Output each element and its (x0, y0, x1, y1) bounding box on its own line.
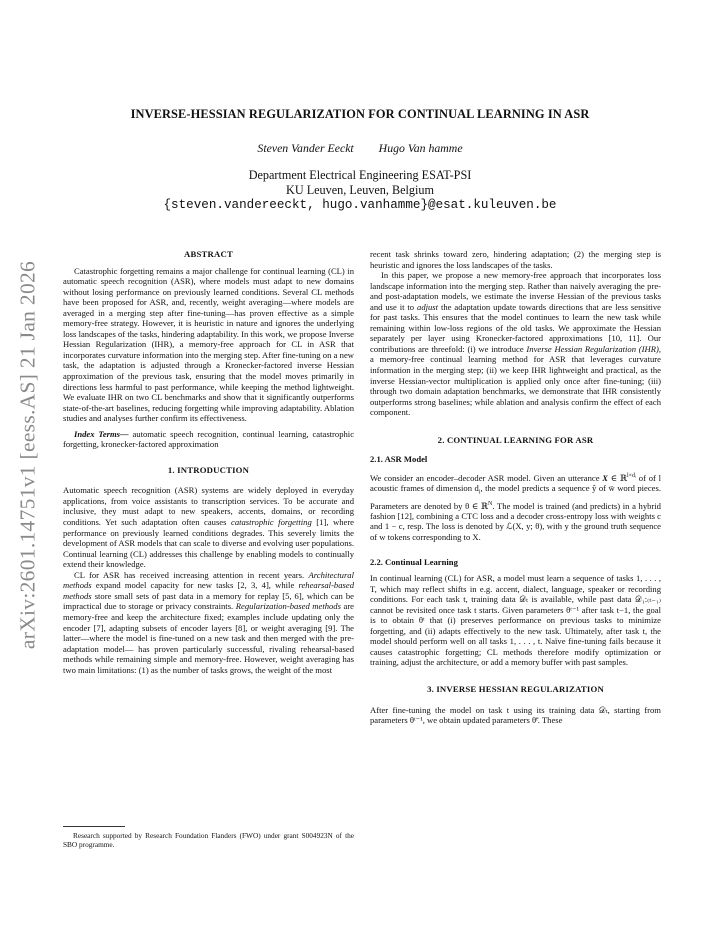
intro-p1-text-end: [1], where performance on previously learned conditions degrades. This severely limits the development of ASR models that can scale to diverse and evolving user populations. Continual learning (CL) addresses this challenge by enabling models to continually extend their knowledge. (63, 517, 354, 570)
footnote: Research supported by Research Foundation Flanders (FWO) under grant S004923N of the SBO programme. (63, 831, 354, 849)
index-terms-text: automatic speech recognition, continual learning, catastrophic forgetting, kronecker-factored approximation (63, 428, 355, 450)
intro-p2-text-d: are memory-free and keep the architecture fixed; examples include updating only the encoder [7], adapting subsets of encoder layers [8], or weight averaging [9]. The latter—where the model is fine-tuned on a new task and then merged with the pre-adaptation model— has proven particularly successful, rivaling rehearsal-based methods while remaining simple and memory-free. However, weight averaging has two main limitations: (1) as the number of tasks grows, the weight of the most (63, 601, 354, 675)
paper-title: INVERSE-HESSIAN REGULARIZATION FOR CONTINUAL LEARNING IN ASR (130, 107, 590, 121)
right-p1-text-b: the adaptation update towards directions that are less sensitive for past tasks. This ensures that the model continues to learn the new task while remaining within low-loss regions of the old tasks. We approximate the Hessian separately per layer using Kronecker-factored approximations [10, 11]. Our contributions are threefold: (i) we introduce (370, 301, 661, 354)
right-p1-text-a: In this paper, we propose a new memory-free approach that incorporates loss landscape information into the merging step. Rather than naively averaging the pre- and post-adaptation models, we estimate the inverse Hessian of the previous tasks and use it to (370, 270, 661, 312)
affiliation-department: Department Electrical Engineering ESAT-PSI (248, 168, 472, 182)
author-emails: {steven.vandereeckt, hugo.vanhamme}@esat.kuleuven.be (163, 197, 557, 212)
s21-text-b: of l acoustic frames of dimension d (370, 472, 661, 494)
author-list (0, 141, 720, 156)
author-1: Steven Vander Eeckt (257, 141, 354, 155)
intro-p2-emphasis-1: Architectural methods (63, 569, 354, 591)
section-2-heading: 2. CONTINUAL LEARNING FOR ASR (437, 434, 594, 445)
left-column (63, 249, 354, 675)
index-terms (63, 429, 354, 450)
section-3-text: After fine-tuning the model on task t using its training data 𝒟ₜ, starting from parameters θᵗ⁻¹, we obtain updated parameters θ̃ᵗ. These (370, 704, 661, 726)
abstract-text: Catastrophic forgetting remains a major challenge for continual learning (CL) in automatic speech recognition (ASR), where models must adapt to new domains without losing performance on previously learned conditions. Several CL methods have been proposed for ASR, and, recently, weight averaging—where models are averaged in a merging step after fine-tuning—has proven effective as a simple memory-free strategy. However, it is heuristic in nature and ignores the underlying loss landscapes of the tasks, hindering adaptability. In this work, we propose Inverse Hessian Regularization (IHR), a memory-free approach for CL in ASR that incorporates curvature information into the merging step. After fine-tuning on a new task, the adaptation is adjusted through a Kronecker-factored inverse Hessian approximation of the previous task, ensuring that the model moves primarily in directions less harmful to past performance, while keeping the method lightweight. We evaluate IHR on two CL benchmarks and show that it significantly outperforms state-of-the-art baselines, reducing forgetting while improving adaptability. Ablation studies and analyses further confirm its effectiveness. (63, 265, 354, 424)
s21-text-c: , the model predicts a sequence ŷ of w̄ word pieces. Parameters are denoted by θ ∈ ℝ (370, 483, 661, 511)
subsection-2-1-text: We consider an encoder–decoder ASR model. Given an utterance X ∈ ℝ$^{l\times dᵢ}$ of of l acoustic frames of dimension $d_i$, the model predicts a sequence ŷ of w̄ word pieces. Parameters are denoted by θ ∈ ℝ$^N$. The model is trained (and predicts) in a hybrid fashion [12], combining a CTC loss and a decoder cross-entropy loss with weights c and 1 − c, resp. The loss is denoted by ℒ(X, y; θ), with y the ground truth sequence of w tokens corresponding to X. (370, 472, 661, 543)
right-p1-emphasis-2: Inverse Hessian Regularization (IHR) (526, 343, 659, 354)
affiliation-university: KU Leuven, Leuven, Belgium (286, 182, 434, 197)
section-3-heading: 3. INVERSE HESSIAN REGULARIZATION (427, 684, 604, 695)
right-p1-emphasis: adjust (417, 301, 439, 312)
arxiv-side-stamp (14, 250, 42, 660)
s21-text-a: We consider an encoder–decoder ASR model. Given an utterance (370, 472, 603, 483)
abstract-heading: ABSTRACT (184, 249, 233, 259)
intro-p2-emphasis-2: rehearsal-based methods (63, 580, 354, 601)
s21-text-d: . The model is trained (and predicts) in a hybrid fashion [12], combining a CTC loss and a decoder cross-entropy loss with weights c and 1 − c, resp. The loss is denoted by ℒ(X, y; θ), with y the ground truth sequence of w tokens corresponding to X. (370, 500, 661, 543)
s21-superscript-n: N (488, 500, 493, 507)
subsection-2-1-heading: 2.1. ASR Model (370, 454, 428, 465)
s21-symbol-X: X (602, 472, 609, 483)
affiliation-block (0, 168, 720, 212)
intro-paragraph-1 (63, 485, 354, 569)
footnote-rule (63, 826, 125, 827)
intro-p2-text-b: expand model capacity for new tasks [2, 3, 4], while (91, 580, 299, 591)
right-paragraph-0: recent task shrinks toward zero, hindering adaptation; (2) the merging step is heuristic and ignores the loss landscapes of the tasks. (370, 249, 661, 270)
intro-p2-emphasis-3: Regularization-based methods (235, 601, 341, 612)
intro-p2-text-a: CL for ASR has received increasing attention in recent years. (74, 569, 309, 580)
index-terms-label: Index Terms— (74, 428, 129, 439)
right-paragraph-1 (370, 270, 661, 418)
subsection-2-2-heading: 2.2. Continual Learning (370, 556, 458, 567)
introduction-heading: 1. INTRODUCTION (167, 464, 250, 475)
subsection-2-2-text: In continual learning (CL) for ASR, a model must learn a sequence of tasks 1, . . . , T, which may reflect shifts in e.g. accent, dialect, language, speaker or recording conditions. For each task t, training data 𝒟ₜ is available, while past data 𝒟₁:₍ₜ₋₁₎ cannot be revisited once task t starts. Given parameters θᵗ⁻¹ after task t−1, the goal is to obtain θᵗ that (i) preserves performance on previous tasks to minimize forgetting, and (ii) adapts effectively to the new task. Ultimately, after task t, the model should perform well on all tasks 1, . . . , t. Naïve fine-tuning fails because it causes catastrophic forgetting; CL methods therefore modify optimization or training, adjust the architecture, or add a memory buffer with past samples. (370, 573, 661, 668)
intro-paragraph-2 (63, 570, 354, 675)
author-2: Hugo Van hamme (378, 141, 463, 155)
intro-p1-text: Automatic speech recognition (ASR) systems are widely deployed in everyday applications, from voice assistants to transcription services. To be accurate and inclusive, they must adapt to new speakers, accents, domains, or recording conditions. Yet such adaptation often causes (63, 485, 354, 528)
arxiv-identifier: arXiv:2601.14751v1 [eess.AS] 21 Jan 2026 (15, 260, 40, 650)
right-p1-text-c: , a memory-free continual learning method for ASR that leverages curvature information in the merging step; (ii) we keep IHR lightweight and practical, as the inverse Hessian-vector multiplication is applied only once after fine-tuning; (iii) through two domain adaptation benchmarks, we demonstrate that IHR consistently outperforms strong baselines; while ablation and analysis confirm the effect of each component. (370, 343, 661, 418)
right-column (370, 249, 661, 726)
s21-superscript: l×dᵢ (627, 472, 637, 479)
intro-p2-text-c: store small sets of past data in a memory for replay [5, 6], which can be impractical due to storage or privacy constraints. (63, 590, 354, 612)
intro-p1-emphasis: catastrophic forgetting (231, 517, 312, 528)
s21-subscript: i (478, 489, 481, 496)
